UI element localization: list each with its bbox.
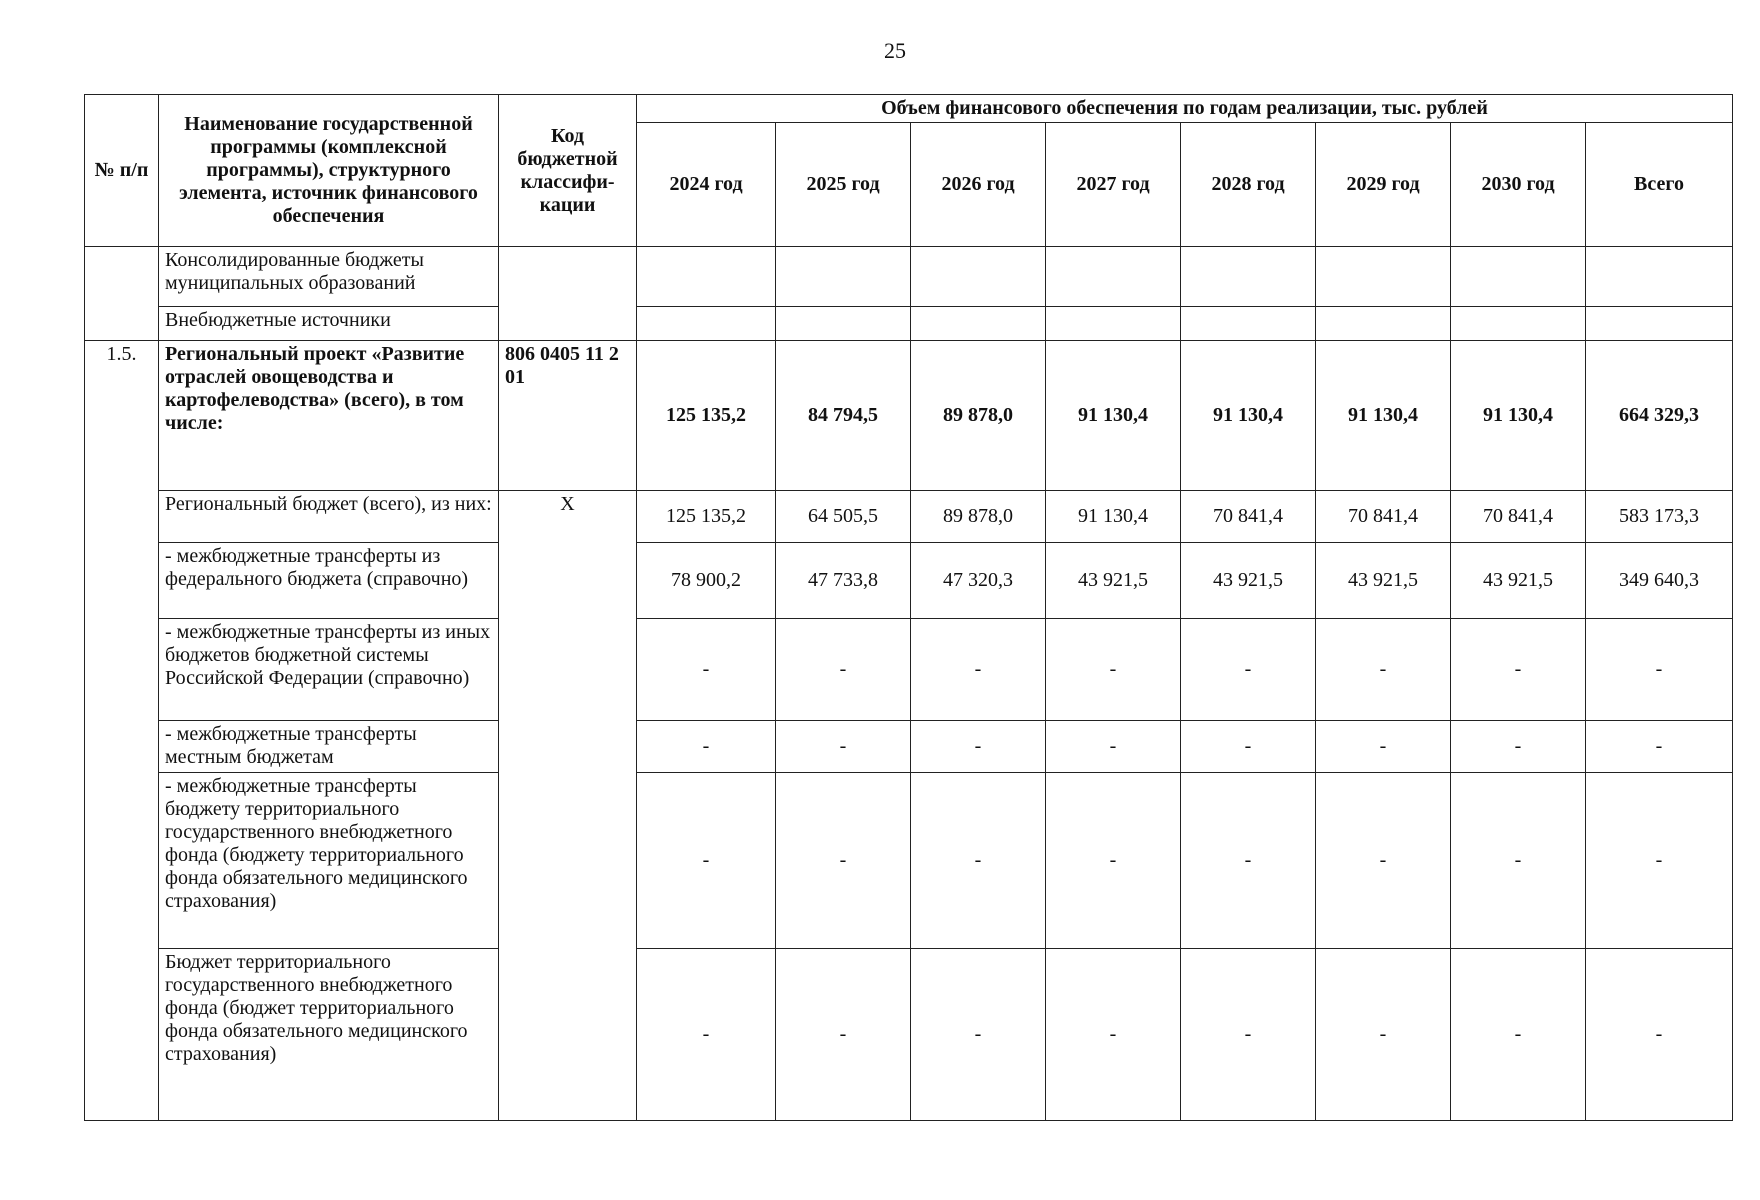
header-num: № п/п [85,95,159,247]
value-cell: - [637,773,776,949]
value-cell: 47 320,3 [911,543,1046,619]
header-year: 2029 год [1316,123,1451,247]
row-name: - межбюджетные трансферты из иных бюджетов бюджетной системы Российской Федерации (справочно) [159,619,499,721]
value-cell [776,247,911,307]
table-row [85,773,1733,949]
value-cell: - [911,773,1046,949]
row-name: - межбюджетные трансферты местным бюджетам [159,721,499,773]
value-cell: 70 841,4 [1451,491,1586,543]
value-cell [1316,247,1451,307]
value-cell: 91 130,4 [1046,491,1181,543]
value-cell: - [911,949,1046,1121]
table-row [85,491,1733,543]
header-code: Код бюджетной классифи-кации [499,95,637,247]
row-name: - межбюджетные трансферты из федерального бюджета (справочно) [159,543,499,619]
value-cell: - [1316,773,1451,949]
value-cell: - [1451,721,1586,773]
value-cell: - [911,721,1046,773]
value-cell: - [1316,721,1451,773]
header-year: 2026 год [911,123,1046,247]
value-cell [1451,307,1586,341]
value-cell: 89 878,0 [911,341,1046,491]
value-cell [911,247,1046,307]
header-year: 2024 год [637,123,776,247]
value-cell: 64 505,5 [776,491,911,543]
value-cell [911,307,1046,341]
header-funding-group: Объем финансового обеспечения по годам реализации, тыс. рублей [637,95,1733,123]
row-name: Консолидированные бюджеты муниципальных образований [159,247,499,307]
value-cell [1181,307,1316,341]
table-row [85,247,1733,307]
value-cell: - [1586,721,1733,773]
table-row [85,543,1733,619]
header-year: 2028 год [1181,123,1316,247]
header-year: 2027 год [1046,123,1181,247]
value-cell [1181,247,1316,307]
value-cell [1586,247,1733,307]
header-total: Всего [1586,123,1733,247]
value-cell [1451,247,1586,307]
sub-code: X [499,491,637,1121]
value-cell: 70 841,4 [1181,491,1316,543]
value-cell: 91 130,4 [1451,341,1586,491]
value-cell: - [776,619,911,721]
table-row [85,307,1733,341]
value-cell: 89 878,0 [911,491,1046,543]
row-name: Бюджет территориального государственного внебюджетного фонда (бюджет территориального фонда обязательного медицинского страхования) [159,949,499,1121]
value-cell: 43 921,5 [1451,543,1586,619]
value-cell: - [1046,721,1181,773]
header-year: 2030 год [1451,123,1586,247]
value-cell: 91 130,4 [1316,341,1451,491]
value-cell: 70 841,4 [1316,491,1451,543]
row-index-empty [85,247,159,341]
table-row-project [85,341,1733,491]
value-cell: - [1586,619,1733,721]
project-code: 806 0405 11 2 01 [499,341,637,491]
value-cell: - [911,619,1046,721]
value-cell: - [1451,619,1586,721]
value-cell [1046,307,1181,341]
header-name: Наименование государственной программы (комплексной программы), структурного элемента, источник финансового обеспечения [159,95,499,247]
project-index: 1.5. [85,341,159,1121]
value-cell: 664 329,3 [1586,341,1733,491]
table-row [85,619,1733,721]
header-year: 2025 год [776,123,911,247]
value-cell [637,307,776,341]
value-cell: 43 921,5 [1316,543,1451,619]
value-cell: - [637,619,776,721]
value-cell: - [1181,773,1316,949]
budget-table [84,94,1733,1121]
value-cell: - [1316,619,1451,721]
value-cell: 583 173,3 [1586,491,1733,543]
value-cell: 78 900,2 [637,543,776,619]
value-cell: 91 130,4 [1181,341,1316,491]
value-cell: 91 130,4 [1046,341,1181,491]
row-name: Внебюджетные источники [159,307,499,341]
project-name: Региональный проект «Развитие отраслей овощеводства и картофелеводства» (всего), в том числе: [159,341,499,491]
value-cell: 125 135,2 [637,491,776,543]
row-name: - межбюджетные трансферты бюджету территориального государственного внебюджетного фонда (бюджету территориального фонда обязательного медицинского страхования) [159,773,499,949]
value-cell: 84 794,5 [776,341,911,491]
value-cell [1586,307,1733,341]
value-cell: - [1046,619,1181,721]
value-cell: 47 733,8 [776,543,911,619]
value-cell: - [776,949,911,1121]
value-cell: - [1451,949,1586,1121]
value-cell [776,307,911,341]
value-cell: - [637,721,776,773]
row-code-empty [499,247,637,341]
value-cell [1316,307,1451,341]
value-cell: 43 921,5 [1046,543,1181,619]
value-cell: 125 135,2 [637,341,776,491]
value-cell: - [1181,949,1316,1121]
value-cell: - [776,721,911,773]
value-cell [1046,247,1181,307]
row-name: Региональный бюджет (всего), из них: [159,491,499,543]
value-cell: - [1586,949,1733,1121]
value-cell: - [1181,619,1316,721]
value-cell: 43 921,5 [1181,543,1316,619]
value-cell: - [1181,721,1316,773]
value-cell: - [637,949,776,1121]
value-cell: - [1046,773,1181,949]
value-cell: - [1451,773,1586,949]
value-cell: - [1046,949,1181,1121]
page-number: 25 [884,38,906,63]
value-cell: - [1316,949,1451,1121]
value-cell: 349 640,3 [1586,543,1733,619]
value-cell [637,247,776,307]
value-cell: - [776,773,911,949]
table-row [85,949,1733,1121]
value-cell: - [1586,773,1733,949]
table-row [85,721,1733,773]
